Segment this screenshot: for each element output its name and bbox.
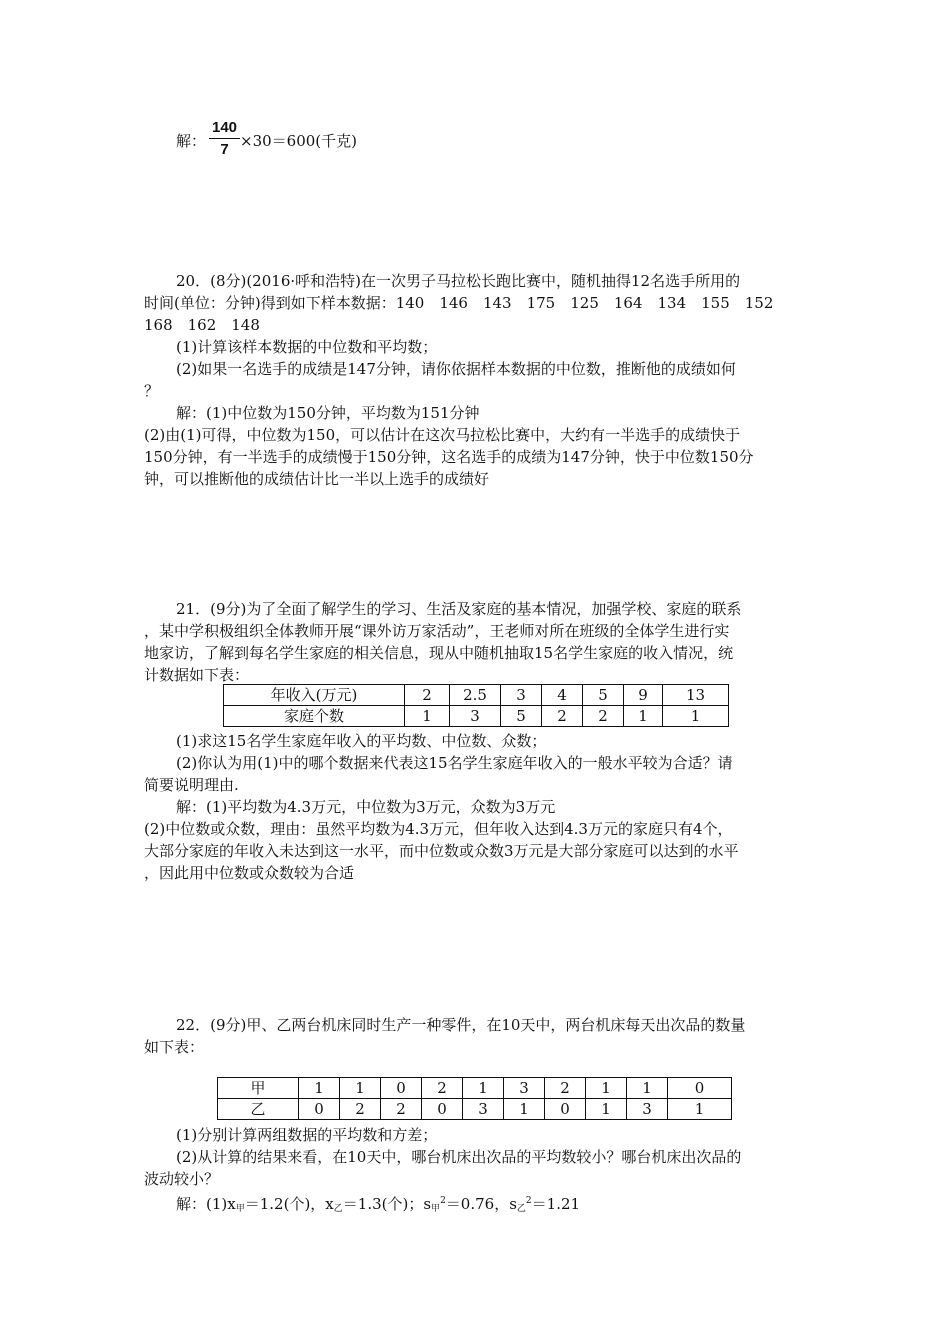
table-cell: 2: [405, 685, 450, 706]
q21-answer-1: 解：(1)平均数为4.3万元，中位数为3万元，众数为3万元: [176, 798, 556, 816]
table-cell: 5: [501, 706, 542, 727]
table-cell: 乙: [218, 1099, 299, 1120]
q19-frac-numerator: 140: [209, 118, 240, 139]
table-cell: 0: [545, 1099, 586, 1120]
table-cell: 1: [668, 1099, 732, 1120]
q19-fraction: [209, 118, 240, 161]
subscript: 乙: [516, 1204, 526, 1214]
table-cell: 1: [299, 1078, 340, 1099]
table-cell: 2: [542, 706, 583, 727]
table-cell: 1: [340, 1078, 381, 1099]
q21-part-2: (2)你认为用(1)中的哪个数据来代表这15名学生家庭年收入的一般水平较为合适？请: [176, 754, 733, 772]
q20-line-1: 20．(8分)(2016·呼和浩特)在一次男子马拉松长跑比赛中，随机抽得12名选手所用的: [176, 272, 741, 290]
q21-part-1: (1)求这15名学生家庭年收入的平均数、中位数、众数；: [176, 732, 547, 750]
table-cell: 甲: [218, 1078, 299, 1099]
q21-line-2: ，某中学积极组织全体教师开展“课外访万家活动”，王老师对所在班级的全体学生进行实: [144, 622, 730, 640]
q22-answer-1: [176, 1190, 580, 1220]
ans-text: ＝1.21: [531, 1195, 581, 1213]
table-cell: 家庭个数: [224, 706, 405, 727]
table-cell: 1: [627, 1078, 668, 1099]
q20-part-2-cont: ？: [144, 382, 160, 400]
table-cell: 2: [583, 706, 624, 727]
table-row: [224, 706, 729, 727]
q22-part-1: (1)分别计算两组数据的平均数和方差；: [176, 1126, 438, 1144]
q21-income-table: [223, 684, 729, 727]
table-row: [224, 685, 729, 706]
table-cell: 3: [627, 1099, 668, 1120]
q21-line-3: 地家访，了解到每名学生家庭的相关信息，现从中随机抽取15名学生家庭的收入情况，统: [144, 644, 734, 662]
q20-answer-4: 钟，可以推断他的成绩估计比一半以上选手的成绩好: [144, 470, 490, 488]
q22-line-2: 如下表：: [144, 1038, 205, 1056]
subscript: 甲: [235, 1204, 245, 1214]
table-cell: 2: [422, 1078, 463, 1099]
q21-line-4: 计数据如下表：: [144, 666, 250, 684]
table-cell: 5: [583, 685, 624, 706]
q19-frac-denominator: 7: [220, 141, 229, 158]
q22-part-2: (2)从计算的结果来看，在10天中，哪台机床出次品的平均数较小？哪台机床出次品的: [176, 1148, 742, 1166]
table-cell: 年收入(万元): [224, 685, 405, 706]
table-row: [218, 1078, 732, 1099]
table-cell: 3: [450, 706, 501, 727]
q20-answer-1: 解：(1)中位数为150分钟，平均数为151分钟: [176, 404, 480, 422]
table-cell: 0: [668, 1078, 732, 1099]
table-cell: 3: [463, 1099, 504, 1120]
q21-answer-4: ，因此用中位数或众数较为合适: [144, 864, 355, 882]
table-cell: 0: [381, 1078, 422, 1099]
q20-answer-2: (2)由(1)可得，中位数为150，可以估计在这次马拉松比赛中，大约有一半选手的成绩快于: [144, 426, 741, 444]
superscript: 2: [525, 1196, 532, 1206]
q22-defects-table: [217, 1077, 732, 1120]
table-cell: 0: [422, 1099, 463, 1120]
ans-text: ＝0.76，s: [445, 1195, 517, 1213]
table-cell: 9: [624, 685, 663, 706]
table-cell: 2: [381, 1099, 422, 1120]
q22-line-1: 22．(9分)甲、乙两台机床同时生产一种零件，在10天中，两台机床每天出次品的数量: [176, 1016, 746, 1034]
table-cell: 0: [299, 1099, 340, 1120]
q21-part-2-cont: 简要说明理由.: [144, 776, 239, 794]
q20-answer-3: 150分钟，有一半选手的成绩慢于150分钟，这名选手的成绩为147分钟，快于中位数150分: [144, 448, 754, 466]
ans-text: ＝1.2(个)，x: [244, 1195, 334, 1213]
table-cell: 1: [405, 706, 450, 727]
table-cell: 1: [624, 706, 663, 727]
table-cell: 13: [663, 685, 729, 706]
table-cell: 1: [586, 1078, 627, 1099]
table-cell: 2: [545, 1078, 586, 1099]
ans-text: 解：(1)x: [176, 1195, 236, 1213]
table-cell: 1: [463, 1078, 504, 1099]
subscript: 甲: [431, 1204, 441, 1214]
table-cell: 2.5: [450, 685, 501, 706]
table-row: [218, 1099, 732, 1120]
q19-ans-prefix: 解：: [176, 132, 207, 150]
table-cell: 1: [504, 1099, 545, 1120]
q21-answer-3: 大部分家庭的年收入未达到这一水平，而中位数或众数3万元是大部分家庭可以达到的水平: [144, 842, 739, 860]
q20-line-2: 时间(单位：分钟)得到如下样本数据：140 146 143 175 125 164 134 155 152: [144, 294, 774, 312]
table-cell: 4: [542, 685, 583, 706]
superscript: 2: [440, 1196, 446, 1206]
q20-line-3: 168 162 148: [144, 316, 260, 334]
q20-part-1: (1)计算该样本数据的中位数和平均数；: [176, 338, 438, 356]
q22-part-2-cont: 波动较小？: [144, 1170, 220, 1188]
table-cell: 2: [340, 1099, 381, 1120]
q21-line-1: 21．(9分)为了全面了解学生的学习、生活及家庭的基本情况，加强学校、家庭的联系: [176, 600, 742, 618]
q19-ans-rest: ×30＝600(千克): [240, 132, 357, 150]
q21-answer-2: (2)中位数或众数，理由：虽然平均数为4.3万元，但年收入达到4.3万元的家庭只有4个，: [144, 820, 733, 838]
table-cell: 1: [663, 706, 729, 727]
ans-text: ＝1.3(个)；s: [342, 1195, 432, 1213]
table-cell: 3: [501, 685, 542, 706]
q20-part-2: (2)如果一名选手的成绩是147分钟，请你依据样本数据的中位数，推断他的成绩如何: [176, 360, 736, 378]
table-cell: 1: [586, 1099, 627, 1120]
table-cell: 3: [504, 1078, 545, 1099]
subscript: 乙: [333, 1204, 343, 1214]
